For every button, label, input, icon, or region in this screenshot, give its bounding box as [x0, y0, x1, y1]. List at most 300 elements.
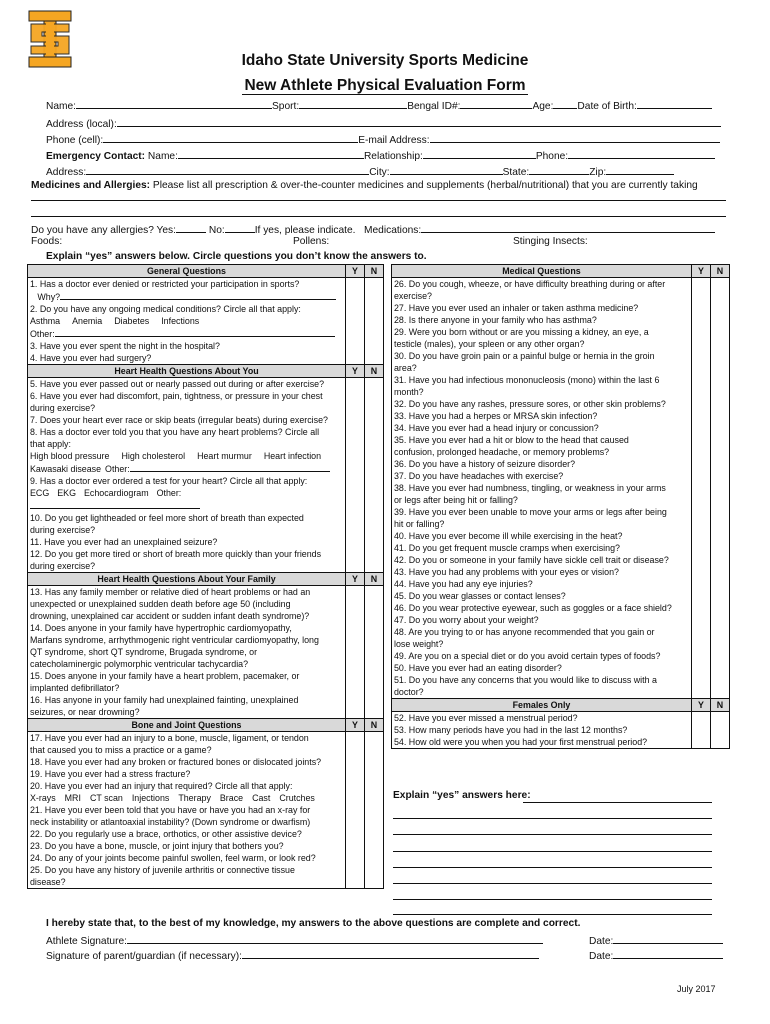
q6-yes[interactable]	[346, 390, 365, 402]
medical-cont-line: area?	[392, 362, 692, 374]
parent-signature-row	[46, 948, 614, 962]
q7[interactable]: 7. Does your heart ever race or skip beats (irregular beats) during exercise?	[28, 414, 346, 426]
q3-yes[interactable]	[346, 340, 365, 352]
medicines-text: Please list all prescription & over-the-counter medicines and supplements (herbal/nutritional) that you are currently taking	[152, 180, 698, 191]
dob-field[interactable]	[637, 98, 712, 109]
no-column-header: N	[365, 719, 384, 732]
dob-label: Date of Birth:	[577, 101, 637, 112]
allergies-no-field[interactable]	[225, 223, 255, 233]
q9-options	[28, 487, 346, 512]
q54-no[interactable]	[711, 736, 730, 749]
q51-no[interactable]	[711, 674, 730, 686]
q16-cont: seizures, or near drowning?	[28, 706, 346, 719]
option-high-blood-pressure[interactable]: High blood pressure	[30, 451, 110, 461]
q37[interactable]: 37. Do you have headaches with exercise?	[392, 470, 692, 482]
explain-line-1[interactable]	[523, 802, 712, 803]
option-anemia[interactable]: Anemia	[72, 316, 103, 326]
q44-yes[interactable]	[692, 578, 711, 590]
zip-label: Zip:	[589, 167, 607, 178]
q50[interactable]: 50. Have you ever had an eating disorder?	[392, 662, 692, 674]
emergency-contact-label: Emergency Contact:	[46, 151, 146, 162]
email-field[interactable]	[430, 132, 720, 143]
q20-yes[interactable]	[346, 780, 365, 792]
insects-label: Stinging Insects:	[513, 236, 588, 247]
q43[interactable]: 43. Have you had any problems with your eyes or vision?	[392, 566, 692, 578]
q1-no[interactable]	[365, 278, 384, 291]
phone-cell-field[interactable]	[103, 132, 358, 143]
allergy-types-row	[31, 236, 727, 247]
q53[interactable]: 53. How many periods have you had in the last 12 months?	[392, 724, 692, 736]
medical-cont-line: hit or falling?	[392, 518, 692, 530]
no-column-header: N	[711, 699, 730, 712]
explain-line-4[interactable]	[393, 851, 712, 852]
q21-cont: neck instability or atlantoaxial instability? (Down syndrome or dwarfism)	[28, 816, 346, 828]
q39[interactable]: 39. Have you ever been unable to move your arms or legs after being	[392, 506, 692, 518]
medicines-line-2[interactable]	[31, 216, 726, 217]
q18[interactable]: 18. Have you ever had any broken or fractured bones or dislocated joints?	[28, 756, 346, 768]
q17-cont: that caused you to miss a practice or a game?	[28, 744, 346, 756]
option-xrays[interactable]: X-rays	[30, 793, 56, 803]
medicines-label: Medicines and Allergies:	[31, 180, 151, 191]
q29[interactable]: 29. Were you born without or are you missing a kidney, an eye, a	[392, 326, 692, 338]
q9-yes[interactable]	[346, 475, 365, 487]
q41[interactable]: 41. Do you get frequent muscle cramps when exercising?	[392, 542, 692, 554]
q10-yes[interactable]	[346, 512, 365, 524]
q18-no[interactable]	[365, 756, 384, 768]
parent-signature-field[interactable]	[242, 948, 539, 959]
q40-no[interactable]	[711, 530, 730, 542]
q16-no[interactable]	[365, 694, 384, 706]
q29-yes[interactable]	[692, 326, 711, 338]
q26-no[interactable]	[711, 278, 730, 291]
q49[interactable]: 49. Are you on a special diet or do you avoid certain types of foods?	[392, 650, 692, 662]
q50-no[interactable]	[711, 662, 730, 674]
athlete-info-row-3	[46, 132, 726, 147]
q5[interactable]: 5. Have you ever passed out or nearly passed out during or after exercise?	[28, 378, 346, 391]
parent-date-field[interactable]	[613, 948, 723, 959]
q17-yes[interactable]	[346, 732, 365, 745]
q13-yes[interactable]	[346, 586, 365, 599]
q32-yes[interactable]	[692, 398, 711, 410]
q24-no[interactable]	[365, 852, 384, 864]
no-column-header: N	[365, 365, 384, 378]
q2-other-label: Other:	[30, 329, 55, 339]
q37-no[interactable]	[711, 470, 730, 482]
q22[interactable]: 22. Do you regularly use a brace, orthotics, or other assistive device?	[28, 828, 346, 840]
q6-cont: during exercise?	[28, 402, 346, 414]
q36-yes[interactable]	[692, 458, 711, 470]
q19[interactable]: 19. Have you ever had a stress fracture?	[28, 768, 346, 780]
q14-cont-3: catecholaminergic polymorphic ventricular tachycardia?	[28, 658, 346, 670]
city-label: City:	[369, 167, 390, 178]
athlete-date-label: Date:	[589, 936, 614, 947]
no-column-header: N	[711, 265, 730, 278]
q40-yes[interactable]	[692, 530, 711, 542]
option-brace[interactable]: Brace	[219, 793, 244, 803]
q39-no[interactable]	[711, 506, 730, 518]
sport-field[interactable]	[299, 98, 407, 109]
option-ekg[interactable]: EKG	[57, 488, 76, 498]
athlete-signature-field[interactable]	[127, 933, 543, 944]
q20-options	[28, 792, 346, 804]
q4-no[interactable]	[365, 352, 384, 365]
q20[interactable]: 20. Have you ever had an injury that required? Circle all that apply:	[28, 780, 346, 792]
q16[interactable]: 16. Has anyone in your family had unexplained fainting, unexplained	[28, 694, 346, 706]
q25[interactable]: 25. Do you have any history of juvenile arthritis or connective tissue	[28, 864, 346, 876]
q29-no[interactable]	[711, 326, 730, 338]
option-high-cholesterol[interactable]: High cholesterol	[121, 451, 186, 461]
q27-no[interactable]	[711, 302, 730, 314]
foods-label: Foods:	[31, 236, 63, 247]
certification-statement: I hereby state that, to the best of my knowledge, my answers to the above questions are complete and correct.	[46, 918, 581, 929]
q13[interactable]: 13. Has any family member or relative died of heart problems or had an	[28, 586, 346, 599]
athlete-info-row-2	[46, 116, 726, 131]
q23-no[interactable]	[365, 840, 384, 852]
q9[interactable]: 9. Has a doctor ever ordered a test for your heart? Circle all that apply:	[28, 475, 346, 487]
q42[interactable]: 42. Do you or someone in your family have sickle cell trait or disease?	[392, 554, 692, 566]
q37-yes[interactable]	[692, 470, 711, 482]
q8-other-field[interactable]	[130, 462, 330, 472]
state-label: State:	[502, 167, 530, 178]
q1-why-field[interactable]	[60, 290, 336, 300]
no-column-header: N	[365, 573, 384, 586]
q31-no[interactable]	[711, 374, 730, 386]
state-field[interactable]	[529, 164, 589, 175]
q3[interactable]: 3. Have you ever spent the night in the hospital?	[28, 340, 346, 352]
q4-yes[interactable]	[346, 352, 365, 365]
q40[interactable]: 40. Have you ever become ill while exercising in the heat?	[392, 530, 692, 542]
q10[interactable]: 10. Do you get lightheaded or feel more short of breath than expected	[28, 512, 346, 524]
q24[interactable]: 24. Do any of your joints become painful swollen, feel warm, or look red?	[28, 852, 346, 864]
q44[interactable]: 44. Have you had any eye injuries?	[392, 578, 692, 590]
address-field[interactable]	[86, 164, 369, 175]
q12-no[interactable]	[365, 548, 384, 560]
q8-options	[28, 450, 346, 462]
q5-no[interactable]	[365, 378, 384, 391]
q35-yes[interactable]	[692, 434, 711, 446]
option-therapy[interactable]: Therapy	[178, 793, 211, 803]
q21-no[interactable]	[365, 804, 384, 816]
option-cast[interactable]: Cast	[252, 793, 271, 803]
females-only-header: Females Only	[392, 699, 692, 712]
q7-yes[interactable]	[346, 414, 365, 426]
q12[interactable]: 12. Do you get more tired or short of breath more quickly than your friends	[28, 548, 346, 560]
q20-no[interactable]	[365, 780, 384, 792]
q2[interactable]: 2. Do you have any ongoing medical conditions? Circle all that apply:	[28, 303, 346, 315]
q34-yes[interactable]	[692, 422, 711, 434]
option-ct-scan[interactable]: CT scan	[89, 793, 123, 803]
q53-no[interactable]	[711, 724, 730, 736]
q45-no[interactable]	[711, 590, 730, 602]
q33[interactable]: 33. Have you had a herpes or MRSA skin infection?	[392, 410, 692, 422]
q48[interactable]: 48. Are you trying to or has anyone recommended that you gain or	[392, 626, 692, 638]
q54-yes[interactable]	[692, 736, 711, 749]
q8[interactable]: 8. Has a doctor ever told you that you have any heart problems? Circle all	[28, 426, 346, 438]
q8-yes[interactable]	[346, 426, 365, 438]
q44-no[interactable]	[711, 578, 730, 590]
q1[interactable]: 1. Has a doctor ever denied or restricted your participation in sports?	[28, 278, 346, 291]
q18-yes[interactable]	[346, 756, 365, 768]
q49-no[interactable]	[711, 650, 730, 662]
q45-yes[interactable]	[692, 590, 711, 602]
q2-other-field[interactable]	[55, 327, 335, 337]
q4[interactable]: 4. Have you ever had surgery?	[28, 352, 346, 365]
sport-label: Sport:	[272, 101, 300, 112]
q2-no[interactable]	[365, 303, 384, 315]
q13-cont-1: unexpected or unexplained sudden death before age 50 (including	[28, 598, 346, 610]
emergency-contact-row	[46, 148, 726, 163]
explain-line-6[interactable]	[393, 883, 712, 884]
medical-cont-line: or legs after being hit or falling?	[392, 494, 692, 506]
q22-no[interactable]	[365, 828, 384, 840]
allergies-question: Do you have any allergies? Yes:	[31, 225, 176, 236]
option-asthma[interactable]: Asthma	[30, 316, 61, 326]
q38-no[interactable]	[711, 482, 730, 494]
medical-cont-line: lose weight?	[392, 638, 692, 650]
q3-no[interactable]	[365, 340, 384, 352]
q47[interactable]: 47. Do you worry about your weight?	[392, 614, 692, 626]
q48-yes[interactable]	[692, 626, 711, 638]
q10-cont: during exercise?	[28, 524, 346, 536]
option-ecg[interactable]: ECG	[30, 488, 50, 498]
q23[interactable]: 23. Do you have a bone, muscle, or joint injury that bothers you?	[28, 840, 346, 852]
q30-no[interactable]	[711, 350, 730, 362]
q28[interactable]: 28. Is there anyone in your family who has asthma?	[392, 314, 692, 326]
pollens-label: Pollens:	[293, 236, 330, 247]
address-local-label: Address (local):	[46, 119, 117, 130]
q35-no[interactable]	[711, 434, 730, 446]
q17-no[interactable]	[365, 732, 384, 745]
option-diabetes[interactable]: Diabetes	[114, 316, 150, 326]
address-label: Address:	[46, 167, 87, 178]
q14-yes[interactable]	[346, 622, 365, 634]
q47-yes[interactable]	[692, 614, 711, 626]
option-echocardiogram[interactable]: Echocardiogram	[83, 488, 149, 498]
q36-no[interactable]	[711, 458, 730, 470]
q52-no[interactable]	[711, 712, 730, 725]
q52[interactable]: 52. Have you ever missed a menstrual period?	[392, 712, 692, 725]
medicines-line-1[interactable]	[31, 200, 726, 201]
q33-no[interactable]	[711, 410, 730, 422]
medical-cont-line: month?	[392, 386, 692, 398]
q34-no[interactable]	[711, 422, 730, 434]
option-infections[interactable]: Infections	[161, 316, 200, 326]
medical-questions-header: Medical Questions	[392, 265, 692, 278]
option-heart-infection[interactable]: Heart infection	[263, 451, 322, 461]
q13-no[interactable]	[365, 586, 384, 599]
relationship-label: Relationship:	[363, 151, 423, 162]
phone-cell-label: Phone (cell):	[46, 135, 104, 146]
zip-field[interactable]	[606, 164, 674, 175]
general-questions-header: General Questions	[28, 265, 346, 278]
q25-yes[interactable]	[346, 864, 365, 876]
explain-line-7[interactable]	[393, 899, 712, 900]
medical-cont-line: testicle (males), your spleen or any other organ?	[392, 338, 692, 350]
option-crutches[interactable]: Crutches	[279, 793, 315, 803]
q36[interactable]: 36. Do you have a history of seizure disorder?	[392, 458, 692, 470]
email-label: E-mail Address:	[358, 135, 430, 146]
q51-yes[interactable]	[692, 674, 711, 686]
q11-no[interactable]	[365, 536, 384, 548]
q8-other-label: Other:	[105, 464, 130, 474]
explain-line-3[interactable]	[393, 834, 712, 835]
q14[interactable]: 14. Does anyone in your family have hypertrophic cardiomyopathy,	[28, 622, 346, 634]
q42-no[interactable]	[711, 554, 730, 566]
option-mri[interactable]: MRI	[64, 793, 81, 803]
medications-field[interactable]	[421, 223, 715, 233]
q1-why	[28, 290, 346, 303]
q34[interactable]: 34. Have you ever had a head injury or concussion?	[392, 422, 692, 434]
q8-no[interactable]	[365, 426, 384, 438]
q21[interactable]: 21. Have you ever been told that you have or have you had an x-ray for	[28, 804, 346, 816]
q54[interactable]: 54. How old were you when you had your first menstrual period?	[392, 736, 692, 749]
q8-cont: that apply:	[28, 438, 346, 450]
q12-yes[interactable]	[346, 548, 365, 560]
q46[interactable]: 46. Do you wear protective eyewear, such as goggles or a face shield?	[392, 602, 692, 614]
athlete-signature-label: Athlete Signature:	[46, 936, 127, 947]
option-kawasaki[interactable]: Kawasaki disease	[30, 464, 102, 474]
q19-no[interactable]	[365, 768, 384, 780]
relationship-field[interactable]	[423, 148, 536, 159]
explain-instructions: Explain “yes” answers below. Circle questions you don’t know the answers to.	[46, 251, 427, 262]
q46-no[interactable]	[711, 602, 730, 614]
yes-column-header: Y	[346, 573, 365, 586]
bone-joint-header: Bone and Joint Questions	[28, 719, 346, 732]
q22-yes[interactable]	[346, 828, 365, 840]
q26-yes[interactable]	[692, 278, 711, 291]
age-field[interactable]	[553, 98, 577, 109]
bengal-id-field[interactable]	[460, 98, 532, 109]
address-local-field[interactable]	[117, 116, 721, 127]
q9-no[interactable]	[365, 475, 384, 487]
bengal-id-label: Bengal ID#:	[407, 101, 461, 112]
q45[interactable]: 45. Do you wear glasses or contact lenses?	[392, 590, 692, 602]
q15[interactable]: 15. Does anyone in your family have a heart problem, pacemaker, or	[28, 670, 346, 682]
q43-no[interactable]	[711, 566, 730, 578]
medical-cont-line: exercise?	[392, 290, 692, 302]
q2-yes[interactable]	[346, 303, 365, 315]
q35[interactable]: 35. Have you ever had a hit or blow to the head that caused	[392, 434, 692, 446]
q28-no[interactable]	[711, 314, 730, 326]
q27-yes[interactable]	[692, 302, 711, 314]
q28-yes[interactable]	[692, 314, 711, 326]
q5-yes[interactable]	[346, 378, 365, 391]
athlete-info-row-1	[46, 98, 726, 113]
q6[interactable]: 6. Have you ever had discomfort, pain, tightness, or pressure in your chest	[28, 390, 346, 402]
q11[interactable]: 11. Have you ever had an unexplained seizure?	[28, 536, 346, 548]
no-column-header: N	[365, 265, 384, 278]
q42-yes[interactable]	[692, 554, 711, 566]
q9-other-field[interactable]	[30, 499, 200, 509]
q33-yes[interactable]	[692, 410, 711, 422]
q10-no[interactable]	[365, 512, 384, 524]
q24-yes[interactable]	[346, 852, 365, 864]
q14-cont-2: QT syndrome, short QT syndrome, Brugada syndrome, or	[28, 646, 346, 658]
yes-column-header: Y	[346, 719, 365, 732]
q39-yes[interactable]	[692, 506, 711, 518]
q6-no[interactable]	[365, 390, 384, 402]
age-label: Age:	[532, 101, 554, 112]
footer-date: July 2017	[677, 984, 716, 994]
q49-yes[interactable]	[692, 650, 711, 662]
q32[interactable]: 32. Do you have any rashes, pressure sores, or other skin problems?	[392, 398, 692, 410]
q41-yes[interactable]	[692, 542, 711, 554]
q15-no[interactable]	[365, 670, 384, 682]
q26[interactable]: 26. Do you cough, wheeze, or have difficulty breathing during or after	[392, 278, 692, 291]
emergency-name-field[interactable]	[178, 148, 364, 159]
q47-no[interactable]	[711, 614, 730, 626]
q15-yes[interactable]	[346, 670, 365, 682]
q53-yes[interactable]	[692, 724, 711, 736]
city-field[interactable]	[390, 164, 503, 175]
q32-no[interactable]	[711, 398, 730, 410]
q50-yes[interactable]	[692, 662, 711, 674]
heart-you-header: Heart Health Questions About You	[28, 365, 346, 378]
name-field[interactable]	[76, 98, 272, 109]
phone-label: Phone:	[535, 151, 569, 162]
q30[interactable]: 30. Do you have groin pain or a painful bulge or hernia in the groin	[392, 350, 692, 362]
q41-no[interactable]	[711, 542, 730, 554]
q2-other	[28, 327, 346, 340]
option-heart-murmur[interactable]: Heart murmur	[197, 451, 252, 461]
q31-yes[interactable]	[692, 374, 711, 386]
allergies-no-label: No:	[208, 225, 225, 236]
q30-yes[interactable]	[692, 350, 711, 362]
right-questions-table	[391, 264, 730, 749]
q12-cont: during exercise?	[28, 560, 346, 573]
q16-yes[interactable]	[346, 694, 365, 706]
yes-column-header: Y	[346, 365, 365, 378]
q48-no[interactable]	[711, 626, 730, 638]
allergies-row	[31, 223, 727, 236]
q1-yes[interactable]	[346, 278, 365, 291]
explain-line-8[interactable]	[393, 914, 712, 915]
q31[interactable]: 31. Have you had infectious mononucleosis (mono) within the last 6	[392, 374, 692, 386]
q25-no[interactable]	[365, 864, 384, 876]
yes-column-header: Y	[692, 699, 711, 712]
q14-no[interactable]	[365, 622, 384, 634]
parent-date-label: Date:	[589, 951, 614, 962]
medical-cont-line: confusion, prolonged headache, or memory problems?	[392, 446, 692, 458]
page-title: Idaho State University Sports Medicine	[241, 52, 529, 69]
q1-why-label: Why?	[37, 292, 61, 302]
q38[interactable]: 38. Have you ever had numbness, tingling, or weakness in your arms	[392, 482, 692, 494]
q52-yes[interactable]	[692, 712, 711, 725]
athlete-date-field[interactable]	[613, 933, 723, 944]
q19-yes[interactable]	[346, 768, 365, 780]
left-questions-table	[27, 264, 384, 889]
q11-yes[interactable]	[346, 536, 365, 548]
allergies-yes-field[interactable]	[176, 223, 206, 233]
q27[interactable]: 27. Have you ever used an inhaler or taken asthma medicine?	[392, 302, 692, 314]
q46-yes[interactable]	[692, 602, 711, 614]
q21-yes[interactable]	[346, 804, 365, 816]
q43-yes[interactable]	[692, 566, 711, 578]
explain-line-2[interactable]	[393, 818, 712, 819]
q7-no[interactable]	[365, 414, 384, 426]
medications-label: Medications:	[364, 225, 422, 236]
q51[interactable]: 51. Do you have any concerns that you would like to discuss with a	[392, 674, 692, 686]
option-injections[interactable]: Injections	[131, 793, 170, 803]
q2-options	[28, 315, 346, 327]
q17[interactable]: 17. Have you ever had an injury to a bone, muscle, ligament, or tendon	[28, 732, 346, 745]
explain-line-5[interactable]	[393, 867, 712, 868]
q38-yes[interactable]	[692, 482, 711, 494]
q23-yes[interactable]	[346, 840, 365, 852]
phone-field[interactable]	[568, 148, 715, 159]
medical-cont-line: doctor?	[392, 686, 692, 699]
q14-cont-1: Marfans syndrome, arrhythmogenic right ventricular cardiomyopathy, long	[28, 634, 346, 646]
